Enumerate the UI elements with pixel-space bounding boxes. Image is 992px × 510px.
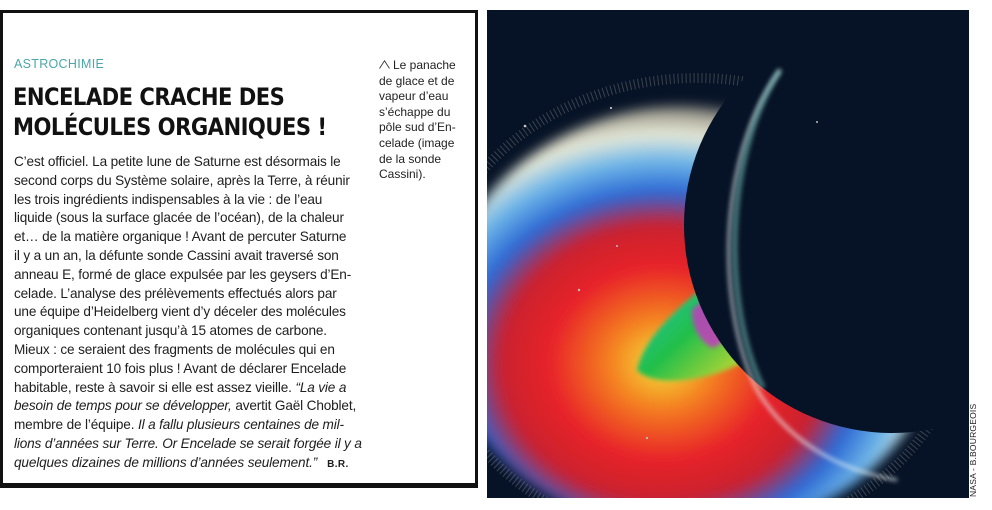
caption-line: de la sonde bbox=[379, 151, 442, 166]
star bbox=[616, 245, 618, 247]
title-line-1: ENCELADE CRACHE DES bbox=[13, 83, 285, 111]
body-line: organiques contenant jusqu’à 15 atomes de carbone. bbox=[14, 323, 327, 339]
star bbox=[524, 125, 527, 128]
body-line: une équipe d’Heidelberg vient d’y déceler des molécules bbox=[14, 304, 346, 320]
caption-line: Cassini). bbox=[379, 167, 426, 182]
body-line: Mieux : ce seraient des fragments de molécules qui en bbox=[14, 341, 335, 357]
body-line bbox=[14, 454, 400, 475]
body-line: les trois ingrédients indispensables à la vie : de l’eau bbox=[14, 191, 323, 207]
star bbox=[578, 289, 580, 291]
photo-credit: NASA - B.BOURGEOIS bbox=[968, 403, 978, 497]
quote-open: “La vie a bbox=[295, 379, 347, 395]
body-line: comporteraient 10 fois plus ! Avant de déclarer Encelade bbox=[14, 360, 347, 376]
body-line: il y a un an, la défunte sonde Cassini avait traversé son bbox=[14, 247, 339, 263]
caption-text: Le panache bbox=[393, 58, 456, 72]
quote-attribution: avertit Gaël Choblet, bbox=[231, 398, 357, 414]
author-signature: B.R. bbox=[327, 458, 349, 470]
title-line-2: MOLÉCULES ORGANIQUES ! bbox=[13, 113, 327, 141]
enceladus-plume-image bbox=[487, 10, 969, 498]
body-line: et… de la matière organique ! Avant de percuter Saturne bbox=[14, 229, 347, 245]
triangle-up-icon bbox=[379, 60, 390, 69]
body-line bbox=[14, 379, 400, 398]
caption-line: s’échappe du bbox=[379, 104, 451, 119]
article-body bbox=[14, 153, 400, 475]
photo-caption bbox=[379, 58, 479, 183]
frame-bottom-rule bbox=[0, 483, 478, 488]
body-line-text: habitable, reste à savoir si elle est assez vieille. bbox=[14, 379, 292, 395]
quote-text: Il a fallu plusieurs centaines de mil- bbox=[134, 417, 344, 433]
body-line: celade. L’analyse des prélèvements effectués alors par bbox=[14, 285, 337, 301]
body-line: anneau E, formé de glace expulsée par les geysers d’En- bbox=[14, 266, 352, 282]
caption-line: vapeur d’eau bbox=[379, 89, 449, 104]
caption-line: pôle sud d’En- bbox=[379, 120, 456, 135]
body-line bbox=[14, 435, 400, 454]
quote-attribution: membre de l’équipe. bbox=[14, 417, 135, 433]
star bbox=[646, 437, 648, 439]
star bbox=[610, 107, 612, 109]
body-line bbox=[14, 416, 400, 435]
article-title bbox=[13, 82, 327, 142]
frame-top-rule bbox=[0, 10, 478, 13]
caption-line: de glace et de bbox=[379, 73, 455, 88]
star bbox=[816, 121, 818, 123]
plume-illustration bbox=[487, 10, 969, 498]
caption-line bbox=[379, 58, 479, 74]
quote-text: quelques dizaines de millions d’années seulement.” bbox=[14, 454, 318, 470]
caption-line: celade (image bbox=[379, 135, 455, 150]
quote-text: besoin de temps pour se développer, bbox=[14, 398, 232, 414]
frame-left-rule bbox=[0, 10, 3, 486]
section-rubric: ASTROCHIMIE bbox=[14, 57, 105, 71]
body-line: C’est officiel. La petite lune de Saturne est désormais le bbox=[14, 154, 341, 169]
body-line: second corps du Système solaire, après la Terre, à réunir bbox=[14, 172, 350, 188]
body-line bbox=[14, 397, 400, 416]
body-line: liquide (sous la surface glacée de l’océan), de la chaleur bbox=[14, 210, 344, 226]
quote-text: lions d’années sur Terre. Or Encelade se serait forgée il y a bbox=[14, 435, 362, 451]
